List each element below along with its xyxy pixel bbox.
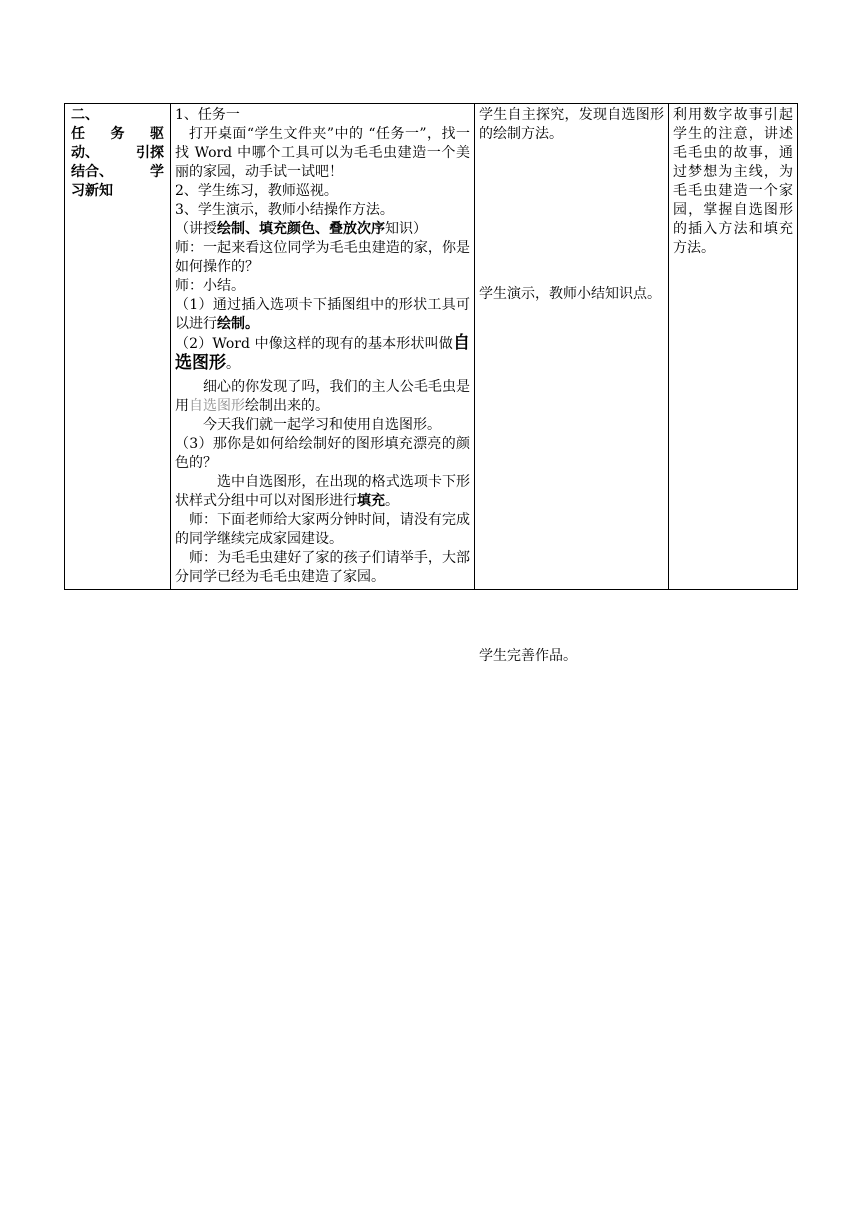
student-activity-1: 学生自主探究，发现自选图形的绘制方法。 xyxy=(479,107,664,142)
point-2 xyxy=(175,334,470,374)
student-activity-cell xyxy=(475,104,669,664)
point-2-bold: 自选图形 xyxy=(175,333,470,373)
teacher-question: 师：一起来看这位同学为毛毛虫建造的家，你是如何操作的？ xyxy=(175,240,470,275)
design-intent-cell xyxy=(669,104,798,590)
select-bold: 填充 xyxy=(357,493,385,509)
lecture-open: （讲授 xyxy=(175,221,217,237)
two-minutes-note: 师：下面老师给大家两分钟时间，请没有完成的同学继续完成家园建设。 xyxy=(175,512,470,547)
stage-char: 引探 xyxy=(136,145,164,161)
stage-char: 驱 xyxy=(150,126,164,142)
select-text: 选中自选图形，在出现的格式选项卡下形状样式分组中可以对图形进行 xyxy=(175,474,470,509)
stage-line-3 xyxy=(71,144,164,163)
raise-hands-note: 师：为毛毛虫建好了家的孩子们请举手，大部分同学已经为毛毛虫建造了家园。 xyxy=(175,550,470,585)
lecture-note xyxy=(175,220,470,239)
step-2: 2、学生练习，教师巡视。 xyxy=(175,183,338,199)
student-activity-2: 学生演示，教师小结知识点。 xyxy=(479,286,661,302)
stage-char: 动、 xyxy=(71,145,99,161)
point-1-bold: 绘制。 xyxy=(217,316,259,332)
lecture-topics: 绘制、填充颜色、叠放次序 xyxy=(217,221,385,237)
point-2-text: （2）Word 中像这样的现有的基本形状叫做 xyxy=(175,336,453,352)
select-end: 。 xyxy=(385,493,399,509)
stage-char: 任 xyxy=(71,126,85,142)
observe-highlight: 自选图形 xyxy=(189,398,245,414)
observe-b: 绘制出来的。 xyxy=(245,398,329,414)
teacher-activity-cell xyxy=(171,104,475,590)
table-row xyxy=(65,104,798,590)
stage-char: 结合、 xyxy=(71,164,113,180)
point-1-text: （1）通过插入选项卡下插图组中的形状工具可以进行 xyxy=(175,297,470,332)
point-1 xyxy=(175,296,470,334)
observe-note xyxy=(175,378,470,416)
stage-char: 学 xyxy=(150,164,164,180)
today-note: 今天我们就一起学习和使用自选图形。 xyxy=(203,417,441,433)
student-activity-3: 学生完善作品。 xyxy=(479,648,577,664)
select-note xyxy=(175,473,470,511)
design-intent-text: 利用数字故事引起学生的注意，讲述毛毛虫的故事，通过梦想为主线，为毛毛虫建造一个家园，掌握自选图形的插入方法和填充方法。 xyxy=(673,107,793,256)
stage-line-2 xyxy=(71,125,164,144)
stage-line-1: 二、 xyxy=(71,107,99,123)
task-description: 打开桌面“学生文件夹”中的 “任务一”，找一找 Word 中哪个工具可以为毛毛虫建造一个美丽的家园，动手试一试吧！ xyxy=(175,126,470,180)
lecture-close: 知识） xyxy=(385,221,427,237)
task-title: 1、任务一 xyxy=(175,107,240,123)
lesson-plan-table xyxy=(64,103,798,664)
stage-char: 务 xyxy=(110,126,125,142)
point-2-end: 。 xyxy=(226,356,240,372)
stage-line-5: 习新知 xyxy=(71,183,113,199)
observe-a: 细心的你发现了吗，我们的主人公毛毛虫是用 xyxy=(175,379,470,414)
teacher-summary: 师：小结。 xyxy=(175,278,245,294)
step-3: 3、学生演示，教师小结操作方法。 xyxy=(175,202,394,218)
stage-line-4 xyxy=(71,163,164,182)
point-3: （3）那你是如何给绘制好的图形填充漂亮的颜色的？ xyxy=(175,436,470,471)
stage-cell xyxy=(65,104,171,590)
